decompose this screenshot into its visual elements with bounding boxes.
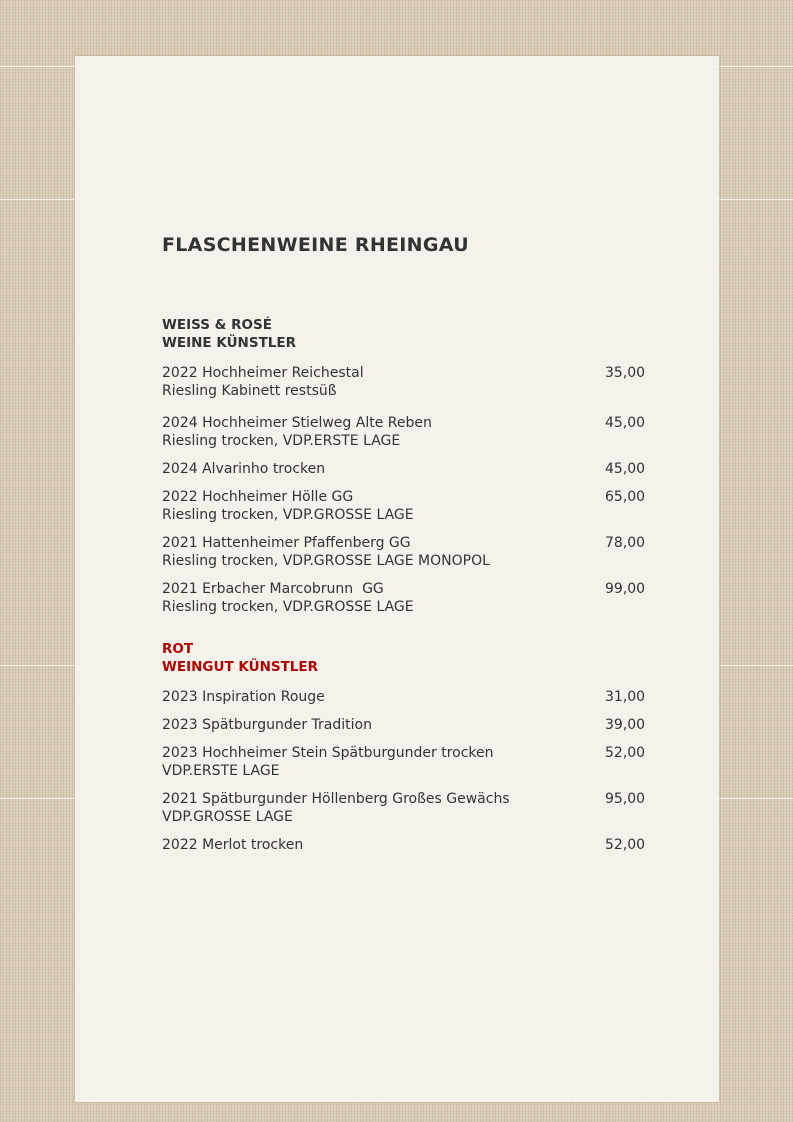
- wine-detail: Riesling trocken, VDP.GROSSE LAGE MONOPOL: [162, 553, 490, 569]
- wine-item: [162, 364, 662, 400]
- wine-price: 52,00: [605, 837, 646, 853]
- section-heading-prefix: WEINE: [162, 335, 217, 351]
- wine-name: 2024 Hochheimer Stielweg Alte Reben: [162, 415, 432, 431]
- wine-price: 78,00: [605, 535, 646, 551]
- wine-price: 95,00: [605, 791, 646, 807]
- wine-name: 2022 Hochheimer Reichestal: [162, 365, 364, 381]
- wine-detail: VDP.ERSTE LAGE: [162, 763, 280, 779]
- wine-price: 45,00: [605, 461, 646, 477]
- wine-name: 2021 Spätburgunder Höllenberg Großes Gewächs: [162, 791, 510, 807]
- section-heading-line2: [162, 334, 662, 352]
- wine-name: 2024 Alvarinho trocken: [162, 461, 326, 477]
- wine-item: [162, 460, 662, 478]
- wine-detail: Riesling Kabinett restsüß: [162, 383, 337, 399]
- wine-name: 2022 Hochheimer Hölle GG: [162, 489, 354, 505]
- wine-price: 65,00: [605, 489, 646, 505]
- menu-content: [162, 234, 662, 864]
- wine-price: 45,00: [605, 415, 646, 431]
- wine-detail: VDP.GROSSE LAGE: [162, 809, 293, 825]
- wine-price: 31,00: [605, 689, 646, 705]
- wine-item: [162, 836, 662, 854]
- wine-name: 2022 Merlot trocken: [162, 837, 304, 853]
- section-rot: [162, 640, 662, 854]
- section-heading: [162, 640, 662, 676]
- wine-item: [162, 580, 662, 616]
- wine-item: [162, 488, 662, 524]
- wine-name: 2023 Inspiration Rouge: [162, 689, 325, 705]
- wine-item: [162, 716, 662, 734]
- wine-price: 99,00: [605, 581, 646, 597]
- wine-name: 2021 Erbacher Marcobrunn GG: [162, 581, 384, 597]
- wine-item: [162, 790, 662, 826]
- section-heading-producer: KÜNSTLER: [216, 335, 296, 351]
- wine-name: 2021 Hattenheimer Pfaffenberg GG: [162, 535, 411, 551]
- wine-detail: Riesling trocken, VDP.GROSSE LAGE: [162, 599, 414, 615]
- wine-detail: Riesling trocken, VDP.GROSSE LAGE: [162, 507, 414, 523]
- section-heading-line1: ROT: [162, 641, 194, 657]
- page-title: FLASCHENWEINE RHEINGAU: [162, 234, 469, 256]
- wine-name: 2023 Hochheimer Stein Spätburgunder trocken: [162, 745, 494, 761]
- wine-detail: Riesling trocken, VDP.ERSTE LAGE: [162, 433, 401, 449]
- wine-price: 52,00: [605, 745, 646, 761]
- section-heading: [162, 316, 662, 352]
- wine-price: 35,00: [605, 365, 646, 381]
- section-heading-line1: WEISS & ROSÉ: [162, 317, 272, 333]
- wine-item: [162, 744, 662, 780]
- wine-item: [162, 688, 662, 706]
- wine-item: [162, 414, 662, 450]
- wine-item: [162, 534, 662, 570]
- wine-name: 2023 Spätburgunder Tradition: [162, 717, 372, 733]
- wine-price: 39,00: [605, 717, 646, 733]
- section-heading-line2: WEINGUT KÜNSTLER: [162, 659, 319, 675]
- section-weiss-rose: [162, 316, 662, 616]
